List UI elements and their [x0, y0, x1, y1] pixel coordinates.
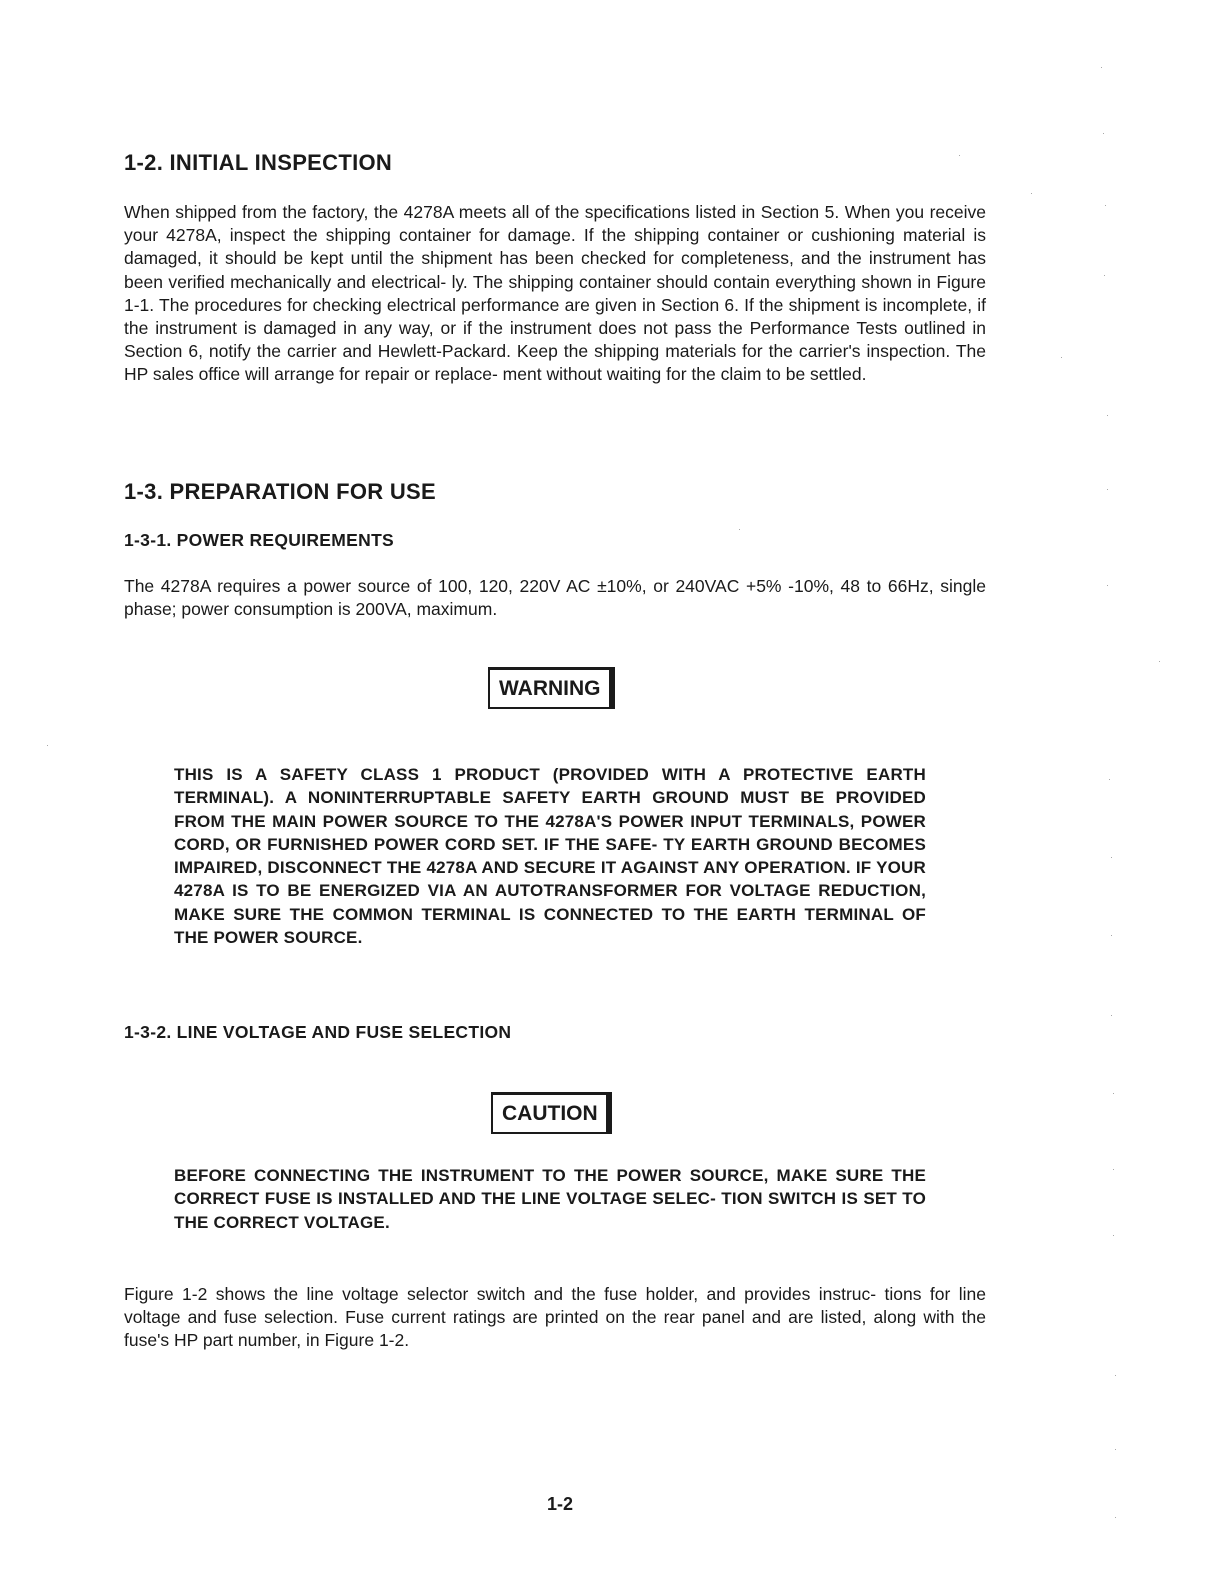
subsection-heading-line-voltage: 1-3-2. LINE VOLTAGE AND FUSE SELECTION [124, 1022, 512, 1042]
scan-speck: · [1112, 1164, 1115, 1174]
scan-speck: · [1030, 188, 1033, 198]
scan-speck: · [1110, 1010, 1113, 1020]
scan-speck: · [1104, 200, 1107, 210]
scan-speck: · [1102, 128, 1105, 138]
scan-speck: · [1106, 410, 1109, 420]
scan-speck: · [958, 150, 961, 160]
scan-speck: · [1060, 352, 1063, 362]
paragraph-line-voltage: Figure 1-2 shows the line voltage selector switch and the fuse holder, and provides instruc- tions for line voltage and fuse selection. Fuse current ratings are printed on the rear panel and are listed, along with the fuse's HP part number, in Figure 1-2. [124, 1284, 986, 1351]
scan-speck: · [1110, 852, 1113, 862]
warning-text: THIS IS A SAFETY CLASS 1 PRODUCT (PROVIDED WITH A PROTECTIVE EARTH TERMINAL). A NONINTERRUPTABLE SAFETY EARTH GROUND MUST BE PROVIDED FROM THE MAIN POWER SOURCE TO THE 4278A'S POWER INPUT TERMINALS, POWER CORD, OR FURNISHED POWER CORD SET. IF THE SAFE- TY EARTH GROUND BECOMES IMPAIRED, DISCONNECT THE 4278A AND SECURE IT AGAINST ANY OPERATION. IF YOUR 4278A IS TO BE ENERGIZED VIA AN AUTOTRANSFORMER FOR VOLTAGE REDUCTION, MAKE SURE THE COMMON TERMINAL IS CONNECTED TO THE EARTH TERMINAL OF THE POWER SOURCE. [174, 765, 926, 948]
scan-speck: · [1100, 62, 1103, 72]
page-number: 1-2 [546, 1494, 573, 1514]
scan-speck: · [1112, 1230, 1115, 1240]
caution-label: CAUTION [491, 1092, 612, 1134]
scan-speck: · [1114, 1444, 1117, 1454]
scan-speck: · [1114, 1370, 1117, 1380]
scan-speck: · [1106, 484, 1109, 494]
paragraph-power-requirements: The 4278A requires a power source of 100, 120, 220V AC ±10%, or 240VAC +5% -10%, 48 to 66Hz, single phase; power consumption is 200VA, maximum. [124, 576, 986, 620]
scan-speck: · [1103, 270, 1106, 280]
scan-speck: · [1112, 1088, 1115, 1098]
scan-speck: · [1158, 656, 1161, 666]
caution-text: BEFORE CONNECTING THE INSTRUMENT TO THE POWER SOURCE, MAKE SURE THE CORRECT FUSE IS INSTALLED AND THE LINE VOLTAGE SELEC- TION SWITCH IS SET TO THE CORRECT VOLTAGE. [174, 1166, 926, 1232]
section-heading-preparation: 1-3. PREPARATION FOR USE [124, 479, 436, 504]
warning-label: WARNING [488, 667, 615, 709]
section-heading-initial-inspection: 1-2. INITIAL INSPECTION [124, 150, 393, 175]
subsection-heading-power-requirements: 1-3-1. POWER REQUIREMENTS [124, 530, 395, 550]
scan-speck: · [1110, 930, 1113, 940]
scan-speck: · [1106, 580, 1109, 590]
scan-speck: · [738, 524, 741, 534]
scan-speck: · [1108, 774, 1111, 784]
paragraph-initial-inspection: When shipped from the factory, the 4278A meets all of the specifications listed in Section 5. When you receive your 4278A, inspect the shipping container for damage. If the shipping container or cushioning material is damaged, it should be kept until the shipment has been checked for completeness, and the instrument has been verified mechanically and electrical- ly. The shipping container should contain everything shown in Figure 1-1. The procedures for checking electrical performance are given in Section 6. If the shipment is incomplete, if the instrument is damaged in any way, or if the instrument does not pass the Performance Tests outlined in Section 6, notify the carrier and Hewlett-Packard. Keep the shipping materials for the carrier's inspection. The HP sales office will arrange for repair or replace- ment without waiting for the claim to be settled. [124, 202, 986, 385]
scan-speck: · [1114, 1512, 1117, 1522]
scan-speck: · [46, 740, 49, 750]
